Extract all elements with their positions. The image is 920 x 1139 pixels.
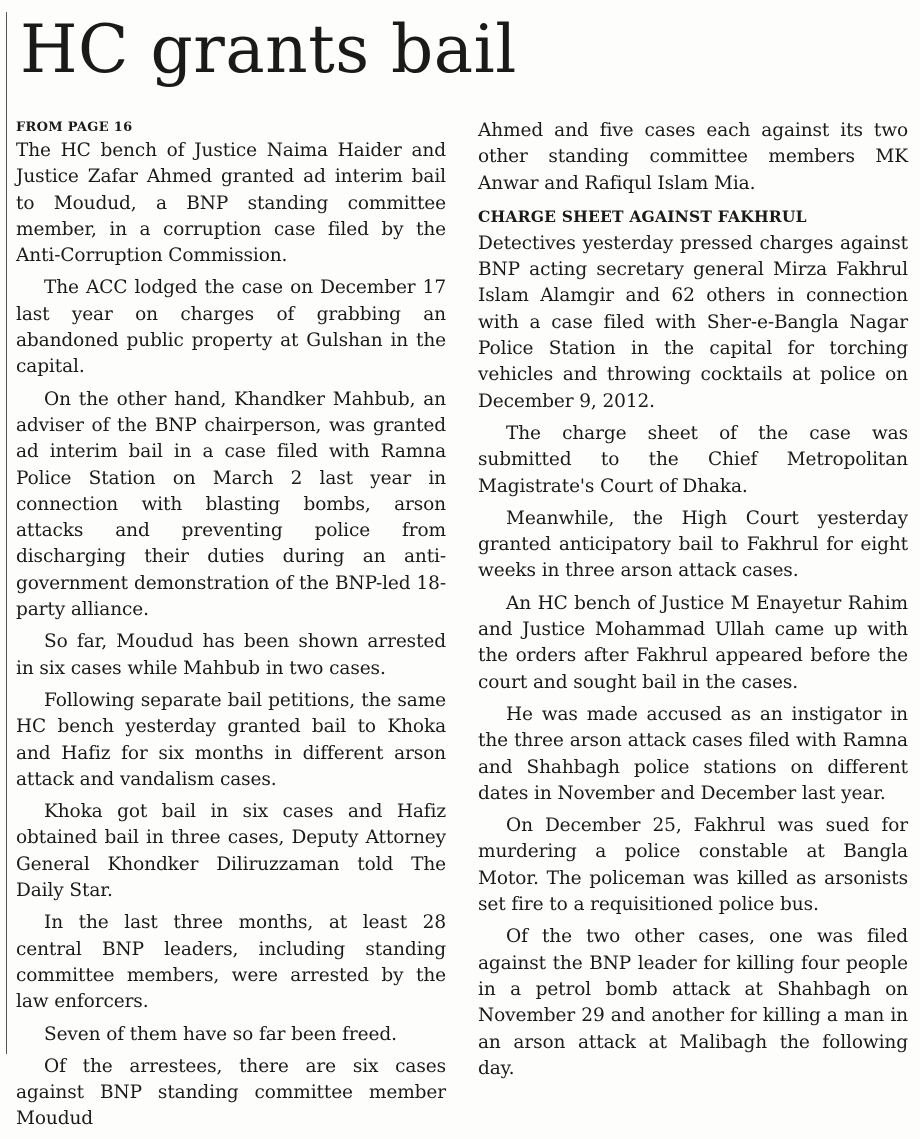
paragraph: Detectives yesterday pressed charges against BNP acting secretary general Mirza Fakhrul Islam Alamgir and 62 others in connection with a case filed with Sher-e-Bangla Nagar Police Station in the capital for torching vehicles and throwing cocktails at police on December 9, 2012. [478, 232, 908, 412]
paragraph: The ACC lodged the case on December 17 last year on charges of grabbing an abandoned public property at Gulshan in the capital. [16, 277, 446, 378]
left-column [16, 118, 446, 1139]
paragraph: So far, Moudud has been shown arrested in six cases while Mahbub in two cases. [16, 631, 446, 679]
paragraph: In the last three months, at least 28 central BNP leaders, including standing committee members, were arrested by the law enforcers. [16, 912, 446, 1013]
subhead: CHARGE SHEET AGAINST FAKHRUL [478, 206, 807, 226]
column-rule [6, 12, 7, 1054]
paragraph: The HC bench of Justice Naima Haider and Justice Zafar Ahmed granted ad interim bail to Moudud, a BNP standing committee member, in a corruption case filed by the Anti-Corruption Commission. [16, 140, 446, 267]
paragraph: He was made accused as an instigator in the three arson attack cases filed with Ramna and Shahbagh police stations on different dates in November and December last year. [478, 703, 908, 804]
kicker: FROM PAGE 16 [16, 120, 133, 135]
paragraph: Seven of them have so far been freed. [44, 1023, 397, 1045]
paragraph: Meanwhile, the High Court yesterday granted anticipatory bail to Fakhrul for eight weeks in three arson attack cases. [478, 507, 908, 582]
paragraph: On December 25, Fakhrul was sued for murdering a police constable at Bangla Motor. The policeman was killed as arsonists set fire to a requisitioned police bus. [478, 815, 908, 916]
paragraph: On the other hand, Khandker Mahbub, an adviser of the BNP chairperson, was granted ad interim bail in a case filed with Ramna Police Station on March 2 last year in connection with blasting bombs, arson attacks and preventing police from discharging their duties during an anti-government demonstration of the BNP-led 18-party alliance. [16, 388, 446, 621]
paragraph: Of the arrestees, there are six cases against BNP standing committee member Moudud [16, 1055, 446, 1130]
paragraph: Of the two other cases, one was filed against the BNP leader for killing four people in a petrol bomb attack at Shahbagh on November 29 and another for killing a man in an arson attack at Malibagh the following day. [478, 926, 908, 1079]
paragraph-continuation: Ahmed and five cases each against its two other standing committee members MK Anwar and Rafiqul Islam Mia. [478, 120, 908, 194]
paragraph: An HC bench of Justice M Enayetur Rahim and Justice Mohammad Ullah came up with the orders after Fakhrul appeared before the court and sought bail in the cases. [478, 592, 908, 693]
right-column [478, 118, 908, 1088]
paragraph: The charge sheet of the case was submitted to the Chief Metropolitan Magistrate's Court of Dhaka. [478, 422, 908, 497]
paragraph: Following separate bail petitions, the same HC bench yesterday granted bail to Khoka and Hafiz for six months in different arson attack and vandalism cases. [16, 689, 446, 790]
headline: HC grants bail [20, 11, 517, 88]
paragraph: Khoka got bail in six cases and Hafiz obtained bail in three cases, Deputy Attorney General Khondker Diliruzzaman told The Daily Star. [16, 801, 446, 902]
